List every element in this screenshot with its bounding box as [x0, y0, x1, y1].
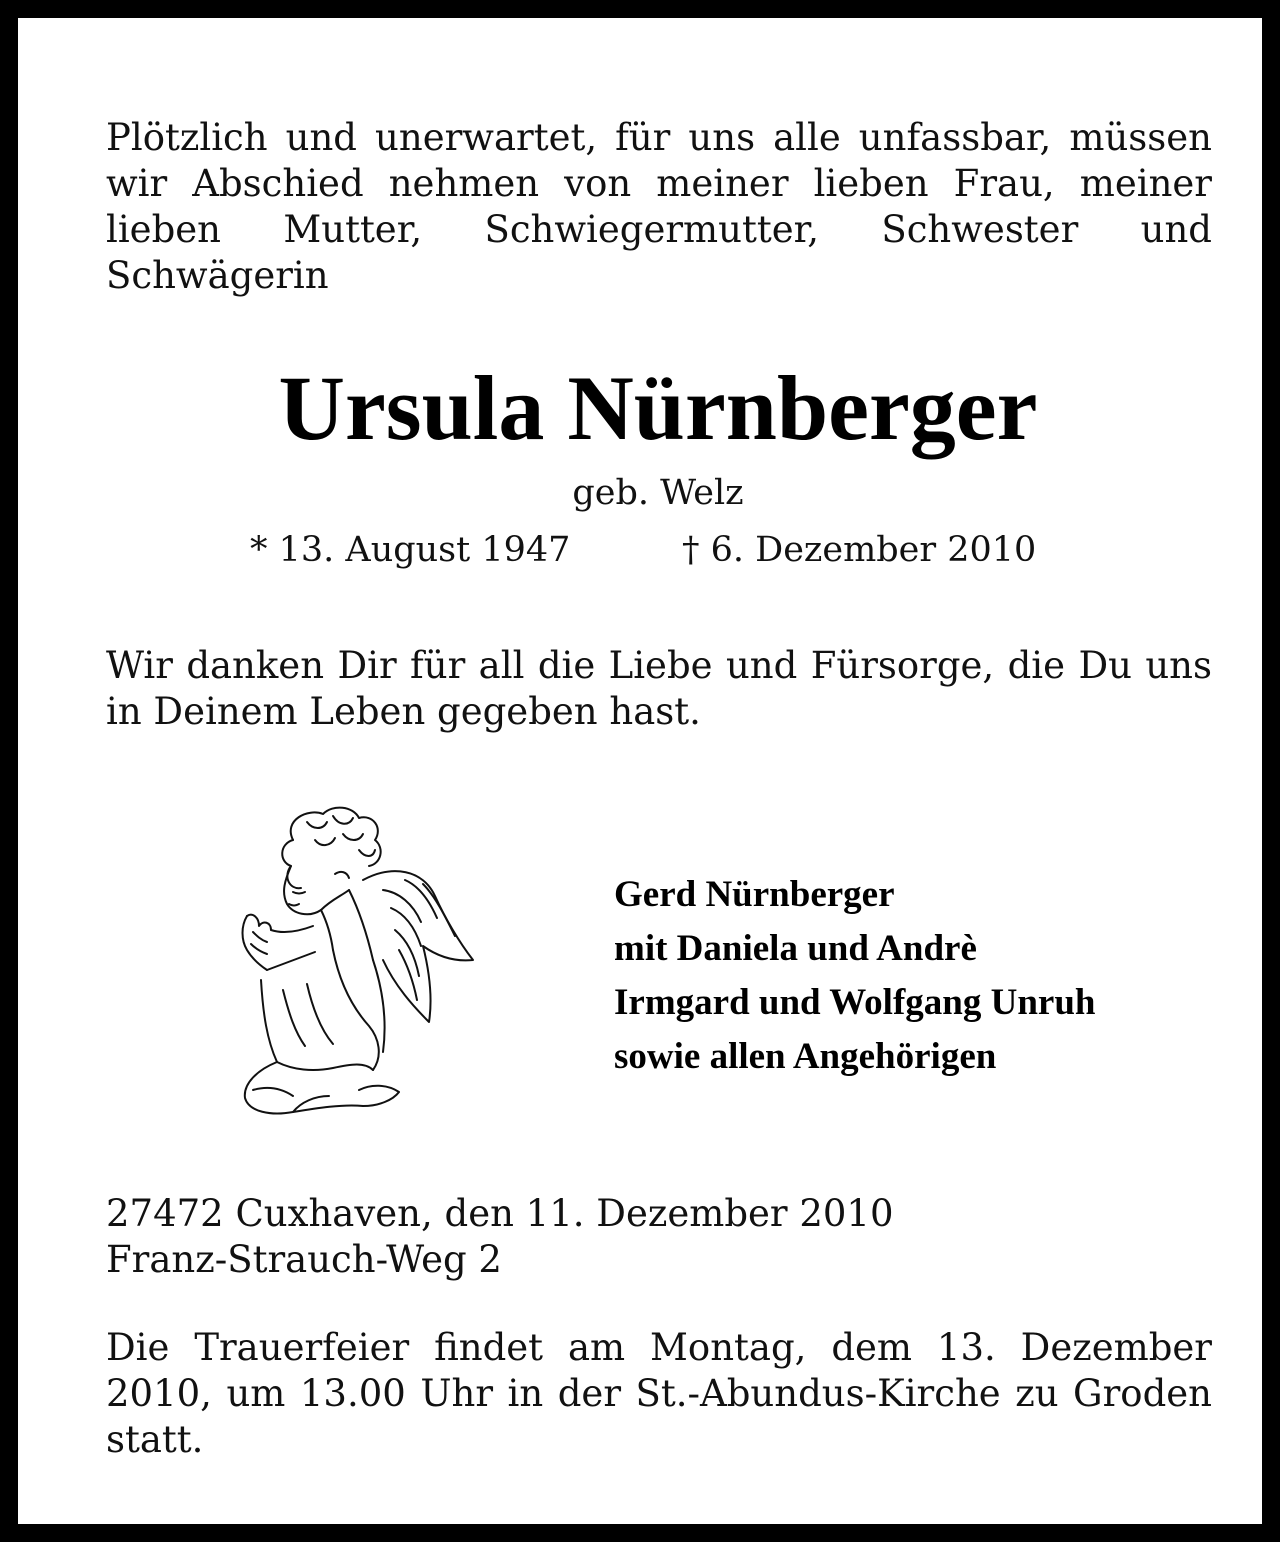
intro-text: Plötzlich und unerwartet, für uns alle unfassbar, müssen wir Abschied nehmen von meiner lieben Frau, meiner lieben Mutter, Schwiegermutter, Schwester und Schwägerin	[106, 116, 1212, 297]
kneeling-angel-icon	[223, 800, 483, 1130]
thanks-text: Wir danken Dir für all die Liebe und Fürsorge, die Du uns in Deinem Leben gegeben hast.	[106, 644, 1212, 733]
maiden-name: geb. Welz	[572, 473, 744, 513]
mourners-list	[614, 868, 1234, 1084]
mourner-line: Gerd Nürnberger	[614, 874, 895, 915]
death-date: † 6. Dezember 2010	[682, 530, 1037, 570]
service-info: Die Trauerfeier findet am Montag, dem 13. Dezember 2010, um 13.00 Uhr in der St.-Abundus-Kirche zu Groden statt.	[106, 1326, 1212, 1461]
mourner-line: Irmgard und Wolfgang Unruh	[614, 982, 1096, 1023]
place-date: 27472 Cuxhaven, den 11. Dezember 2010	[106, 1192, 894, 1235]
deceased-name: Ursula Nürnberger	[278, 357, 1038, 459]
mourner-line: mit Daniela und Andrè	[614, 928, 977, 969]
street-address: Franz-Strauch-Weg 2	[106, 1238, 502, 1281]
birth-date: * 13. August 1947	[250, 530, 571, 570]
mourner-line: sowie allen Angehörigen	[614, 1036, 997, 1077]
